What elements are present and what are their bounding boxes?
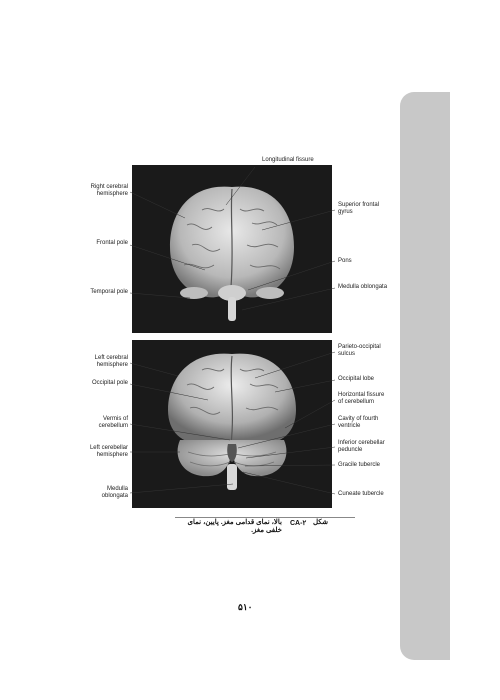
label-gracile-tubercle: Gracile tubercle	[338, 462, 381, 468]
label-occipital-lobe: Occipital lobe	[338, 376, 375, 382]
label-parieto-occipital-sulcus: Parieto-occipital sulcus	[338, 344, 381, 357]
caption-figure-word: شکل	[313, 519, 329, 526]
caption-figure-number: CA-۲	[290, 520, 307, 527]
label-longitudinal-fissure: Longitudinal fissure	[262, 157, 314, 163]
caption-text: بالا، نمای قدامی مغز. پایین، نمای خلفی مغز.	[187, 519, 282, 534]
label-occipital-pole: Occipital pole	[91, 380, 128, 386]
label-cuneate-tubercle: Cuneate tubercle	[338, 491, 384, 497]
label-cavity-fourth-ventricle: Cavity of fourth ventricle	[338, 416, 379, 429]
label-left-cerebral-hemisphere: Left cerebral hemisphere	[94, 355, 128, 368]
label-pons: Pons	[338, 258, 352, 264]
label-temporal-pole: Temporal pole	[90, 289, 128, 295]
label-left-cerebellar-hemisphere: Left cerebellar hemisphere	[89, 445, 128, 458]
label-inferior-cerebellar-peduncle: Inferior cerebellar peduncle	[338, 440, 385, 453]
label-vermis: Vermis of cerebellum	[98, 416, 128, 429]
page-number: ۵۱۰	[238, 602, 253, 612]
label-medulla-oblongata-bottom: Medulla oblongata	[101, 486, 128, 499]
label-right-cerebral-hemisphere: Right cerebral hemisphere	[90, 184, 128, 197]
label-frontal-pole: Frontal pole	[96, 240, 128, 246]
label-medulla-oblongata-top: Medulla oblongata	[338, 284, 388, 290]
label-superior-frontal-gyrus: Superior frontal gyrus	[338, 202, 380, 215]
label-horizontal-fissure: Horizontal fissure of cerebellum	[338, 392, 385, 405]
